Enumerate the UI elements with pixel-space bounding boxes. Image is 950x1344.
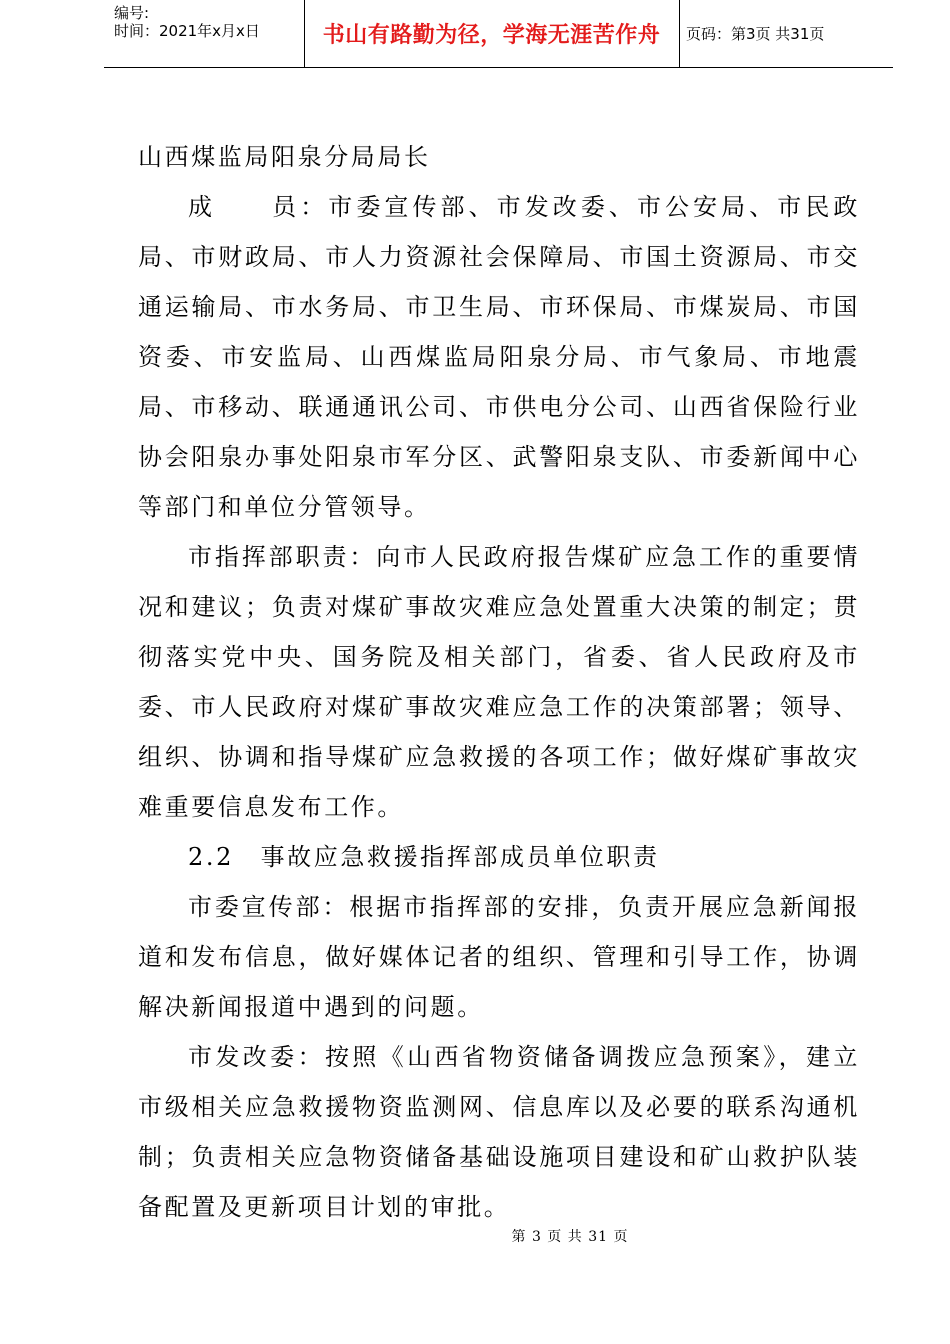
section-heading: 2.2 事故应急救援指挥部成员单位职责 [188, 843, 660, 871]
header-page-cell [680, 0, 893, 67]
paragraph-members: 成 员：市委宣传部、市发改委、市公安局、市民政局、市财政局、市人力资源社会保障局、市国土资源局、市交通运输局、市水务局、市卫生局、市环保局、市煤炭局、市国资委、市安监局、山西煤监局阳泉分局、市气象局、市地震局、市移动、联通通讯公司、市供电分公司、山西省保险行业协会阳泉办事处阳泉市军分区、武警阳泉支队、市委新闻中心等部门和单位分管领导。 [138, 193, 860, 521]
header-motto-cell [304, 0, 680, 67]
page-footer [0, 1226, 950, 1246]
document-body [138, 132, 860, 1232]
date-label: 时间：2021年x月x日 [114, 22, 260, 40]
paragraph-leader-title: 山西煤监局阳泉分局局长 [138, 143, 431, 171]
paragraph-propaganda-dept: 市委宣传部：根据市指挥部的安排，负责开展应急新闻报道和发布信息，做好媒体记者的组织、管理和引导工作，协调解决新闻报道中遇到的问题。 [138, 893, 860, 1021]
page-header [104, 0, 893, 68]
paragraph-command-duties: 市指挥部职责：向市人民政府报告煤矿应急工作的重要情况和建议；负责对煤矿事故灾难应急处置重大决策的制定；贯彻落实党中央、国务院及相关部门，省委、省人民政府及市委、市人民政府对煤矿事故灾难应急工作的决策部署；领导、组织、协调和指导煤矿应急救援的各项工作；做好煤矿事故灾难重要信息发布工作。 [138, 543, 860, 821]
footer-page-number: 第 3 页 共 31 页 [511, 1229, 629, 1245]
header-info-cell [104, 0, 305, 67]
motto-text: 书山有路勤为径，学海无涯苦作舟 [322, 23, 661, 48]
serial-number-label: 编号: [114, 4, 150, 22]
paragraph-development-commission: 市发改委：按照《山西省物资储备调拨应急预案》，建立市级相关应急救援物资监测网、信息库以及必要的联系沟通机制；负责相关应急物资储备基础设施项目建设和矿山救护队装备配置及更新项目计划的审批。 [138, 1043, 860, 1221]
page-number-label: 页码：第3页 共31页 [686, 24, 825, 43]
